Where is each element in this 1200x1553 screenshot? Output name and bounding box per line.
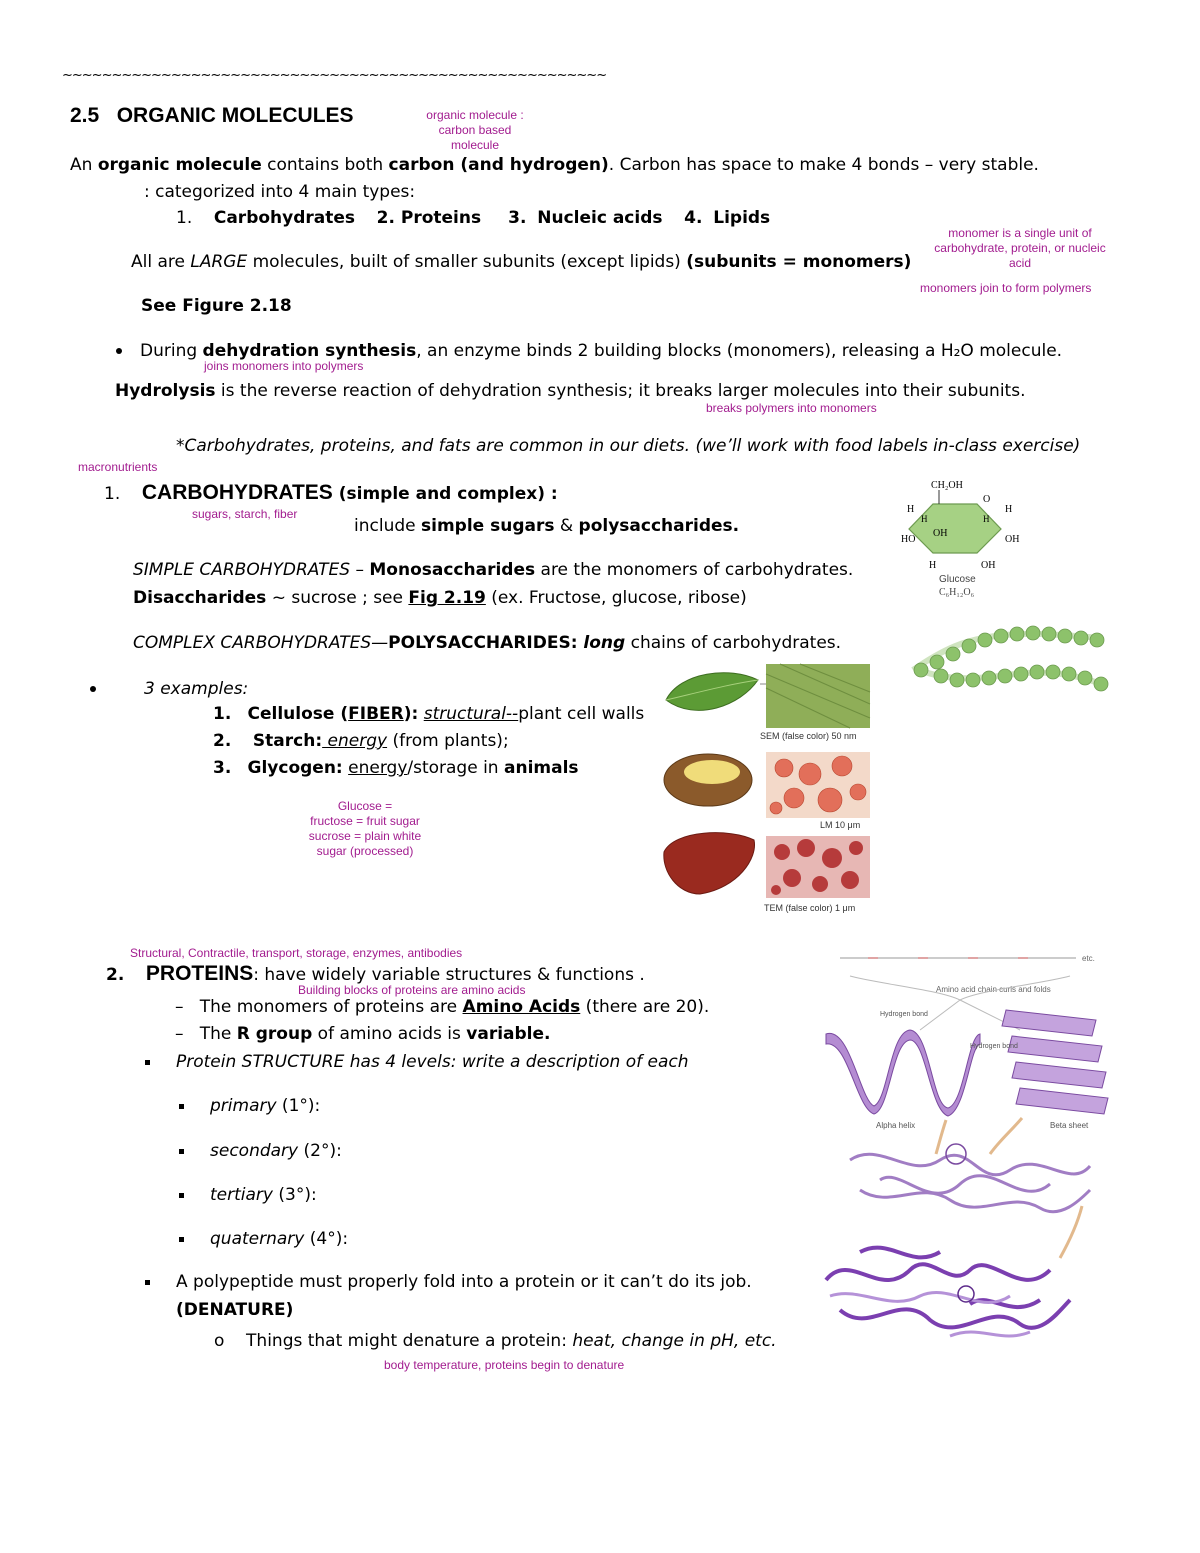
intro-paragraph: [70, 155, 1039, 175]
level-quaternary: [179, 1229, 348, 1249]
leaf-icon: [666, 673, 758, 711]
square-bullet-icon: [145, 1280, 150, 1285]
term-r-group: R group: [236, 1024, 313, 1044]
carbs-subtitle: (simple and complex) :: [332, 484, 558, 504]
text: The: [199, 1024, 237, 1044]
text: ):: [403, 704, 419, 724]
text-large: LARGE: [190, 252, 248, 272]
bullet-icon: [90, 686, 96, 692]
term-monosaccharides: Monosaccharides: [369, 560, 536, 580]
term-polysaccharides: polysaccharides.: [578, 516, 740, 536]
text: (there are 20).: [580, 997, 710, 1017]
text: . Carbon has space to make 4 bonds – very stable.: [608, 155, 1039, 175]
example-cellulose: [213, 704, 644, 724]
note-line: sucrose = plain white: [308, 829, 422, 843]
section-title: ORGANIC MOLECULES: [116, 104, 354, 127]
glucose-oh2: OH: [1005, 534, 1020, 545]
level-tertiary: [179, 1185, 317, 1205]
bullet-icon: [116, 348, 122, 354]
note-line: molecule: [450, 138, 500, 152]
chain-label: Amino acid chain curls and folds: [936, 985, 1051, 994]
type-num: 1.: [176, 208, 193, 228]
text-animals: animals: [504, 758, 579, 778]
note-line: sugar (processed): [316, 844, 414, 858]
glucose-h4: H: [1005, 504, 1013, 515]
examples-line: [90, 679, 248, 699]
text: Protein STRUCTURE has 4 levels: write a description of each: [176, 1052, 689, 1072]
type-lipids: Lipids: [713, 208, 771, 228]
text: –: [350, 560, 370, 580]
glucose-structure-figure: [895, 474, 1035, 600]
section-number: 2.5: [70, 104, 100, 127]
note-line: Glucose =: [337, 799, 393, 813]
protein-structure-figure: [820, 940, 1110, 1352]
fig-reference: Fig 2.19: [408, 588, 486, 608]
term-organic-molecule: organic molecule: [97, 155, 262, 175]
term-dehydration-synthesis: dehydration synthesis: [202, 341, 417, 361]
note-monomer-definition: [905, 226, 1135, 271]
num: 3.: [213, 758, 232, 778]
denature-things-line: [214, 1331, 777, 1351]
hbond-label-2: Hydrogen bond: [970, 1043, 1018, 1050]
text: contains both: [261, 155, 389, 175]
text: ~ sucrose ; see: [266, 588, 409, 608]
section-heading: [70, 104, 354, 128]
carbs-number: 1.: [104, 484, 121, 504]
dash-icon: –: [175, 997, 184, 1017]
text: A polypeptide must properly fold into a protein or it can’t do its job.: [176, 1272, 752, 1292]
text-structural: structural--: [423, 704, 519, 724]
hydrolysis-line: [115, 381, 1025, 401]
categorized-line: : categorized into 4 main types:: [144, 182, 416, 202]
term-hydrolysis: Hydrolysis: [115, 381, 216, 401]
type-nucleic-acids: Nucleic acids: [537, 208, 663, 228]
large-molecules-line: [131, 252, 911, 272]
diets-line: *Carbohydrates, proteins, and fats are common in our diets. (we’ll work with food labels in-class exercise): [176, 436, 1081, 456]
note-macronutrients: macronutrients: [78, 460, 158, 474]
text-long: long: [577, 633, 626, 653]
carbs-title: CARBOHYDRATES: [141, 481, 333, 504]
type-num: 3.: [508, 208, 527, 228]
sem-label: SEM (false color) 50 nm: [760, 731, 857, 741]
text: plant cell walls: [518, 704, 645, 724]
text: (ex. Fructose, glucose, ribose): [485, 588, 747, 608]
text: chains of carbohydrates.: [625, 633, 842, 653]
note-joins-monomers: joins monomers into polymers: [204, 359, 364, 373]
example-glycogen: [213, 758, 579, 778]
chain-etc: etc.: [1082, 954, 1095, 963]
polysaccharide-examples-figure: [660, 662, 886, 917]
glucose-h2: H: [921, 514, 928, 524]
text: Cellulose (: [247, 704, 349, 724]
text: &: [554, 516, 579, 536]
text: All are: [131, 252, 191, 272]
text-variable: variable.: [466, 1024, 551, 1044]
proteins-number: 2.: [106, 965, 125, 985]
square-bullet-icon: [145, 1060, 150, 1065]
note-organic-definition: [410, 108, 540, 153]
lm-label: LM 10 μm: [820, 820, 861, 830]
complex-carbs-line: [133, 633, 841, 653]
circle-bullet-icon: o: [214, 1331, 225, 1351]
alpha-helix-label: Alpha helix: [876, 1121, 916, 1130]
note-glucose: [290, 799, 440, 859]
text: Things that might denature a protein:: [246, 1331, 573, 1351]
text: (1°):: [276, 1096, 321, 1116]
protein-structure-line: [145, 1052, 689, 1072]
term-carbon: carbon (and hydrogen): [388, 155, 609, 175]
note-line: organic molecule :: [426, 108, 524, 122]
glucose-h3: H: [983, 514, 990, 524]
square-bullet-icon: [179, 1193, 184, 1198]
term-simple-sugars: simple sugars: [421, 516, 555, 536]
text-energy: energy: [322, 731, 388, 751]
term-fiber: FIBER: [348, 704, 404, 724]
text: primary: [210, 1096, 277, 1116]
carbs-heading: [104, 481, 558, 505]
level-primary: [179, 1096, 320, 1116]
num: 2.: [213, 731, 232, 751]
dash-icon: –: [175, 1024, 184, 1044]
note-monomers-join: monomers join to form polymers: [920, 281, 1092, 295]
see-figure: See Figure 2.18: [141, 296, 292, 316]
text: : have widely variable structures & functions .: [253, 965, 645, 985]
types-list: [176, 208, 770, 228]
note-sugars: sugars, starch, fiber: [192, 507, 298, 521]
glucose-h5: H: [929, 560, 937, 571]
text: is the reverse reaction of dehydration synthesis; it breaks larger molecules into their subunits.: [215, 381, 1026, 401]
note-line: carbon based: [438, 123, 512, 137]
square-bullet-icon: [179, 1237, 184, 1242]
text: (4°):: [304, 1229, 349, 1249]
text: are the monomers of carbohydrates.: [535, 560, 854, 580]
hbond-label: Hydrogen bond: [880, 1011, 928, 1018]
tem-label: TEM (false color) 1 μm: [764, 903, 856, 913]
note-line: carbohydrate, protein, or nucleic: [934, 241, 1106, 255]
term-amino-acids: Amino Acids: [462, 997, 581, 1017]
text: molecules, built of smaller subunits (except lipids): [247, 252, 687, 272]
glucose-ho: HO: [901, 534, 916, 545]
example-starch: [213, 731, 509, 751]
text-energy: energy: [348, 758, 408, 778]
term-polysaccharides: POLYSACCHARIDES:: [388, 633, 578, 653]
level-secondary: [179, 1141, 342, 1161]
text: quaternary: [210, 1229, 305, 1249]
carbs-include: [354, 516, 739, 536]
num: 1.: [213, 704, 232, 724]
square-bullet-icon: [179, 1104, 184, 1109]
denature-line: (DENATURE): [176, 1300, 294, 1320]
note-body-temperature: body temperature, proteins begin to denature: [384, 1358, 625, 1372]
text: Starch:: [252, 731, 323, 751]
type-proteins: 2. Proteins: [376, 208, 482, 228]
note-line: monomer is a single unit of: [948, 226, 1092, 240]
note-breaks-polymers: breaks polymers into monomers: [706, 401, 877, 415]
text: An: [70, 155, 98, 175]
polypeptide-line: [145, 1272, 752, 1292]
text: (2°):: [298, 1141, 342, 1161]
text: tertiary: [210, 1185, 273, 1205]
term-disaccharides: Disaccharides: [133, 588, 267, 608]
text: (3°):: [272, 1185, 317, 1205]
protein-monomers-line: [175, 997, 709, 1017]
note-protein-functions: Structural, Contractile, transport, storage, enzymes, antibodies: [130, 946, 463, 960]
glucose-label: Glucose: [939, 574, 976, 585]
proteins-title: PROTEINS: [145, 962, 254, 985]
glucose-oh3: OH: [981, 560, 996, 571]
type-num: 4.: [684, 208, 703, 228]
text: SIMPLE CARBOHYDRATES: [133, 560, 351, 580]
glucose-o: O: [983, 494, 991, 505]
note-building-blocks: Building blocks of proteins are amino acids: [298, 983, 526, 997]
glucose-formula: C₆H₁₂O₆: [939, 587, 975, 598]
examples-label: 3 examples:: [144, 679, 249, 699]
type-carbohydrates: Carbohydrates: [213, 208, 356, 228]
text: , an enzyme binds 2 building blocks (monomers), releasing a H₂O molecule.: [416, 341, 1063, 361]
text: The monomers of proteins are: [199, 997, 463, 1017]
protein-rgroup-line: [175, 1024, 551, 1044]
disaccharides-line: [133, 588, 747, 608]
beta-sheet-label: Beta sheet: [1050, 1121, 1089, 1130]
glucose-oh1: OH: [933, 528, 948, 539]
polysaccharide-chain-figure: [905, 612, 1110, 704]
text: heat, change in pH, etc.: [572, 1331, 777, 1351]
text: During: [140, 341, 203, 361]
text: include: [354, 516, 421, 536]
text: /storage in: [407, 758, 504, 778]
note-line: fructose = fruit sugar: [310, 814, 420, 828]
dehydration-line: [116, 341, 1062, 361]
divider: ~~~~~~~~~~~~~~~~~~~~~~~~~~~~~~~~~~~~~~~~~~~~~~~~~~~~~~~: [62, 68, 607, 83]
square-bullet-icon: [179, 1149, 184, 1154]
text: Glycogen:: [247, 758, 343, 778]
text: of amino acids is: [312, 1024, 467, 1044]
text: (from plants);: [387, 731, 509, 751]
glucose-ch2oh: CH₂OH: [931, 480, 963, 491]
simple-carbs-line: [133, 560, 853, 580]
text: COMPLEX CARBOHYDRATES—: [133, 633, 389, 653]
glucose-h1: H: [907, 504, 915, 515]
term-monomers: (subunits = monomers): [686, 252, 912, 272]
note-line: acid: [1008, 256, 1031, 270]
liver-icon: [664, 833, 755, 894]
text: secondary: [210, 1141, 299, 1161]
